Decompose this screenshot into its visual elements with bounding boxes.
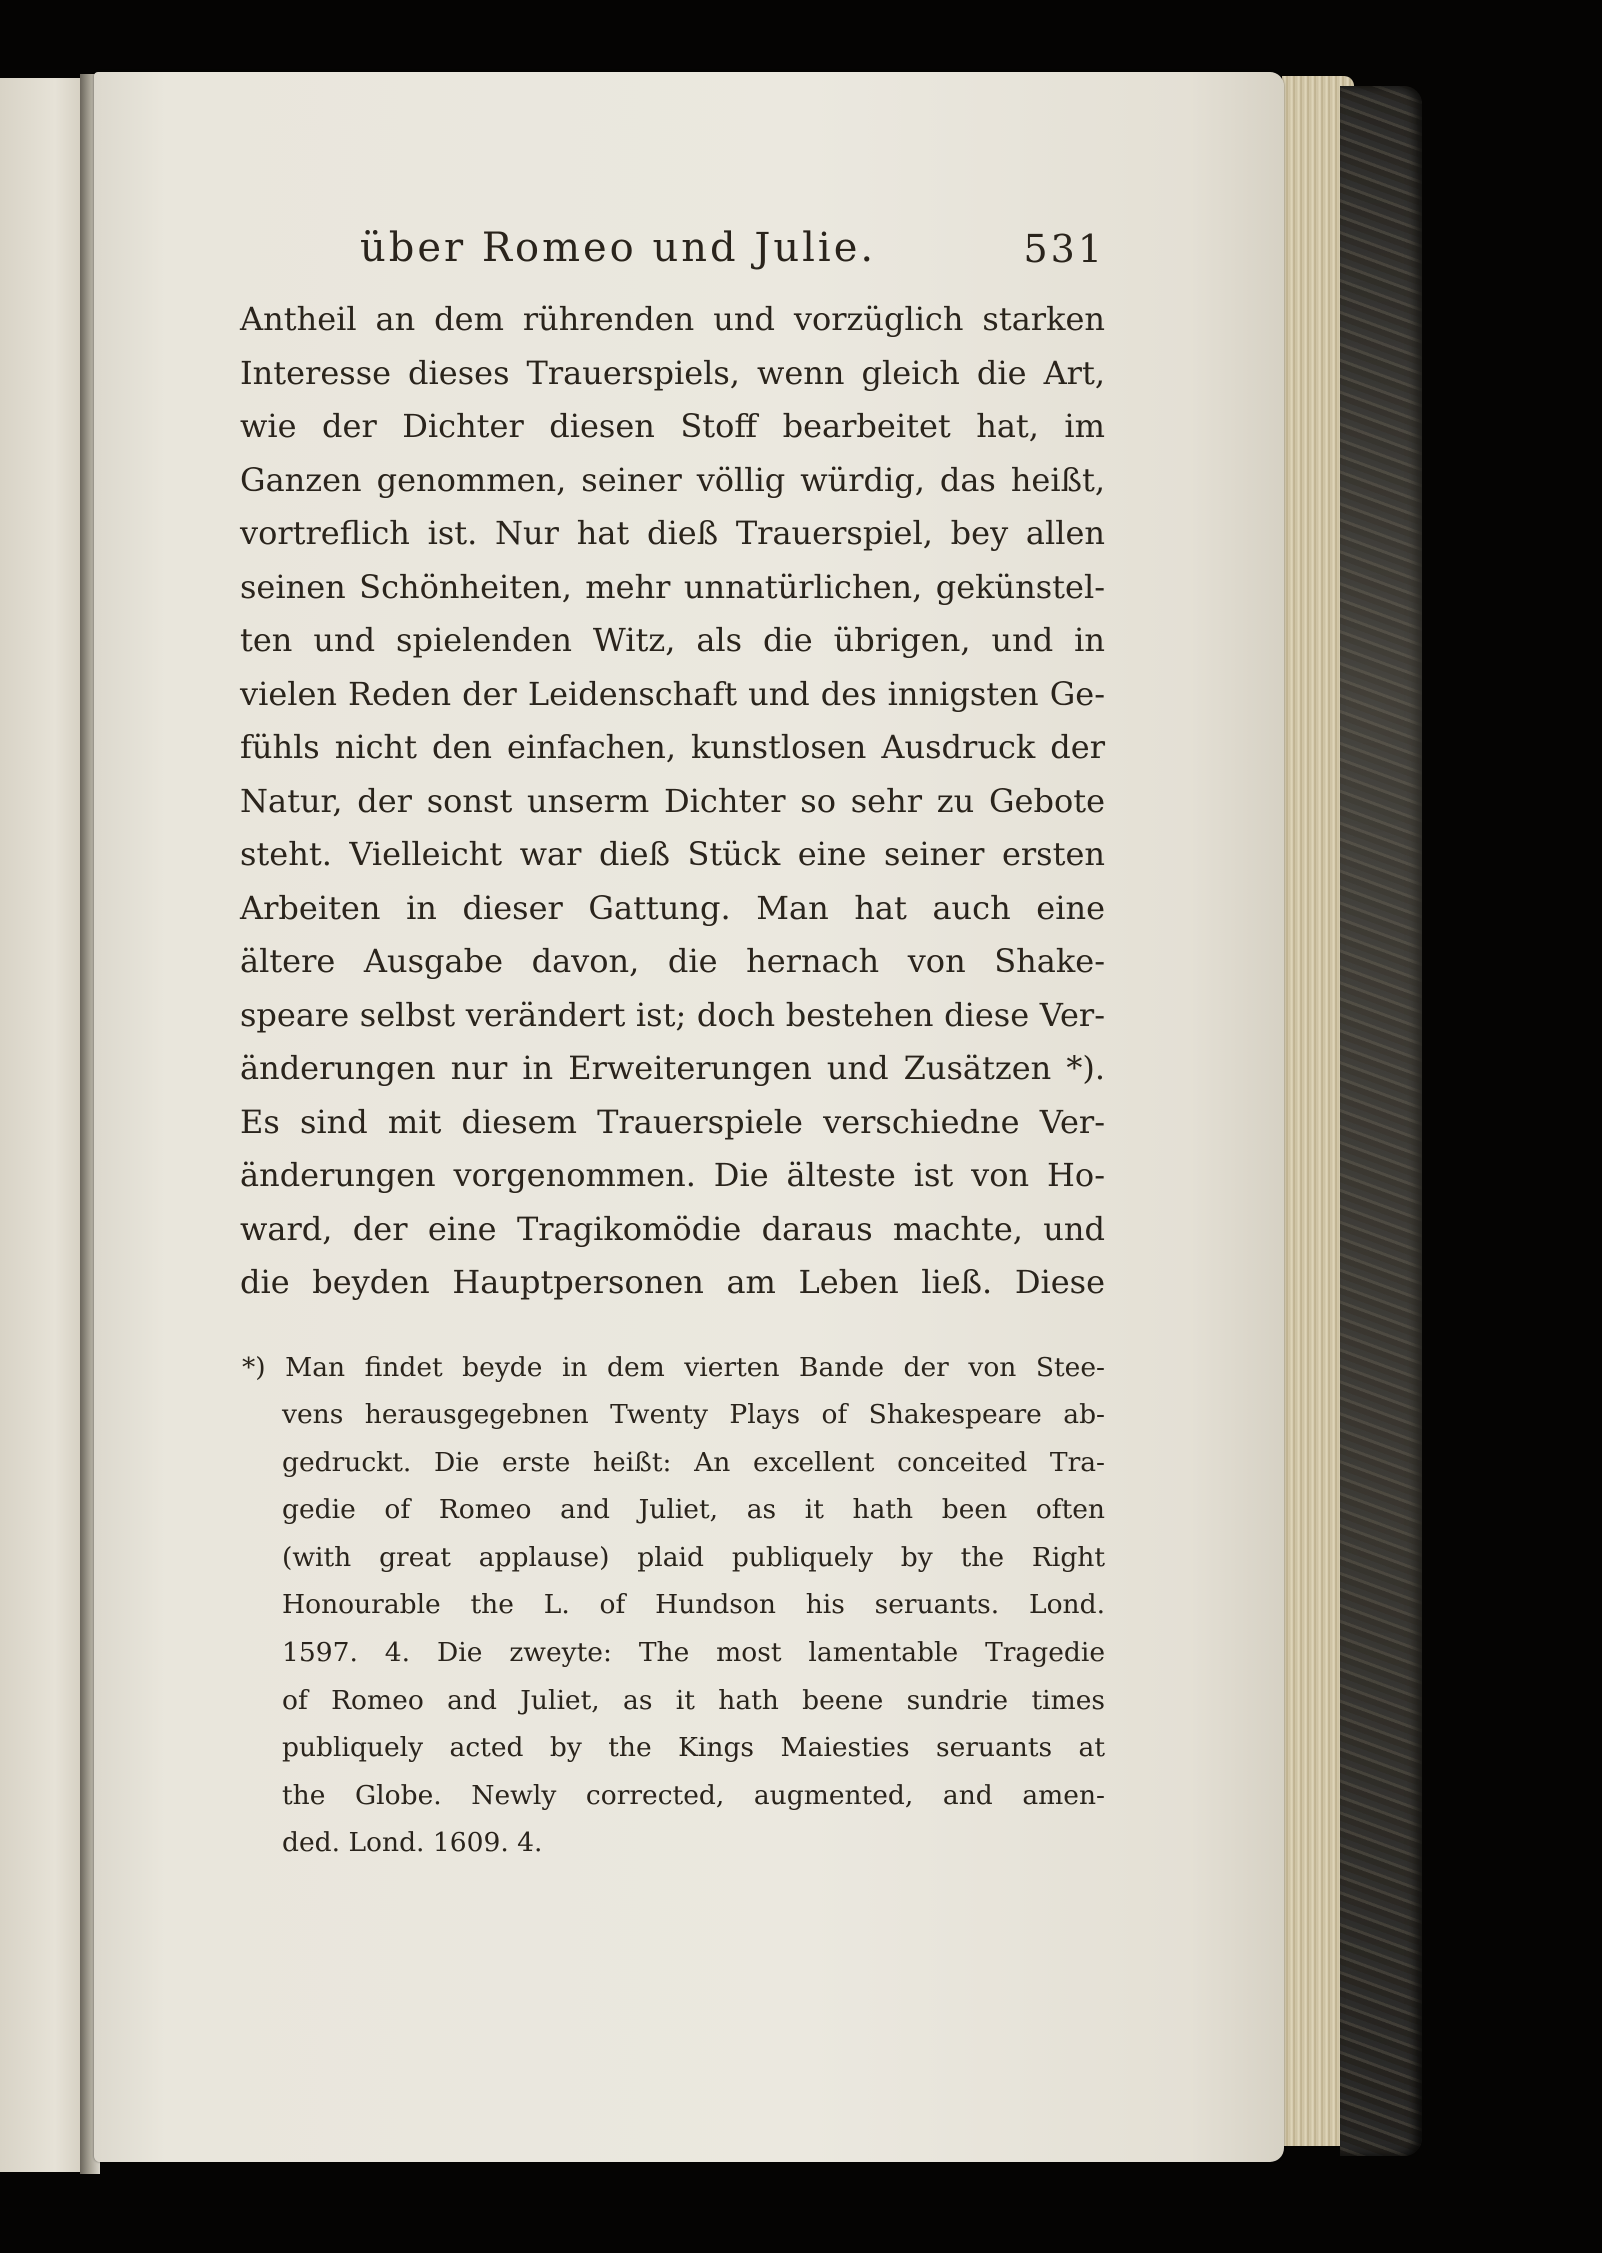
footnote-line: publiquely acted by the Kings Maiesties seruants at bbox=[282, 1732, 1105, 1764]
body-line: änderungen nur in Erweiterungen und Zusätzen *). bbox=[240, 1049, 1105, 1087]
body-line: Es sind mit diesem Trauerspiele verschiedne Ver- bbox=[240, 1102, 1105, 1141]
book-cover-edge bbox=[1340, 86, 1422, 2156]
body-line: vortreflich ist. Nur hat dieß Trauerspiel, bey allen bbox=[240, 514, 1105, 552]
footnote-line: *) Man findet beyde in dem vierten Bande der von Stee- bbox=[242, 1351, 1105, 1383]
body-line: steht. Vielleicht war dieß Stück eine seiner ersten bbox=[240, 835, 1105, 873]
body-line: Ganzen genommen, seiner völlig würdig, das heißt, bbox=[240, 460, 1105, 499]
body-line: ten und spielenden Witz, als die übrigen, und in bbox=[240, 621, 1105, 659]
body-line: speare selbst verändert ist; doch bestehen diese Ver- bbox=[240, 995, 1105, 1034]
body-paragraphs bbox=[240, 293, 1105, 1310]
footnote-line: (with great applause) plaid publiquely by the Right bbox=[282, 1541, 1105, 1573]
body-line: ward, der eine Tragikomödie daraus machte, und bbox=[240, 1209, 1105, 1248]
page-number: 531 bbox=[1023, 227, 1105, 271]
body-line: seinen Schönheiten, mehr unnatürlichen, gekünstel- bbox=[240, 567, 1105, 606]
body-line: Interesse dieses Trauerspiels, wenn gleich die Art, bbox=[240, 353, 1105, 392]
body-line: Natur, der sonst unserm Dichter so sehr zu Gebote bbox=[240, 781, 1105, 820]
footnote bbox=[240, 1344, 1105, 1868]
body-line: vielen Reden der Leidenschaft und des innigsten Ge- bbox=[240, 674, 1105, 713]
running-head-title: über Romeo und Julie. bbox=[360, 225, 877, 271]
footnote-line: Honourable the L. of Hundson his seruants. Lond. bbox=[282, 1589, 1105, 1621]
footnote-line: of Romeo and Juliet, as it hath beene sundrie times bbox=[282, 1684, 1105, 1716]
body-line: ältere Ausgabe davon, die hernach von Shake- bbox=[240, 942, 1105, 980]
body-line: die beyden Hauptpersonen am Leben ließ. Diese bbox=[240, 1263, 1105, 1301]
running-head bbox=[240, 225, 1105, 285]
footnote-line: gedruckt. Die erste heißt: An excellent conceited Tra- bbox=[282, 1446, 1105, 1478]
body-line: fühls nicht den einfachen, kunstlosen Ausdruck der bbox=[240, 728, 1105, 766]
footnote-line: vens herausgegebnen Twenty Plays of Shakespeare ab- bbox=[282, 1399, 1105, 1431]
body-line: Antheil an dem rührenden und vorzüglich starken bbox=[240, 300, 1105, 338]
facing-page-edge bbox=[0, 78, 92, 2172]
footnote-line: the Globe. Newly corrected, augmented, and amen- bbox=[282, 1779, 1105, 1811]
body-line: Arbeiten in dieser Gattung. Man hat auch eine bbox=[240, 888, 1105, 927]
body-line: änderungen vorgenommen. Die älteste ist von Ho- bbox=[240, 1156, 1105, 1194]
footnote-line: 1597. 4. Die zweyte: The most lamentable Tragedie bbox=[282, 1637, 1105, 1669]
page-text bbox=[240, 225, 1105, 1867]
footnote-line: ded. Lond. 1609. 4. bbox=[282, 1827, 543, 1859]
body-line: wie der Dichter diesen Stoff bearbeitet hat, im bbox=[240, 407, 1105, 445]
footnote-line: gedie of Romeo and Juliet, as it hath been often bbox=[282, 1494, 1105, 1526]
